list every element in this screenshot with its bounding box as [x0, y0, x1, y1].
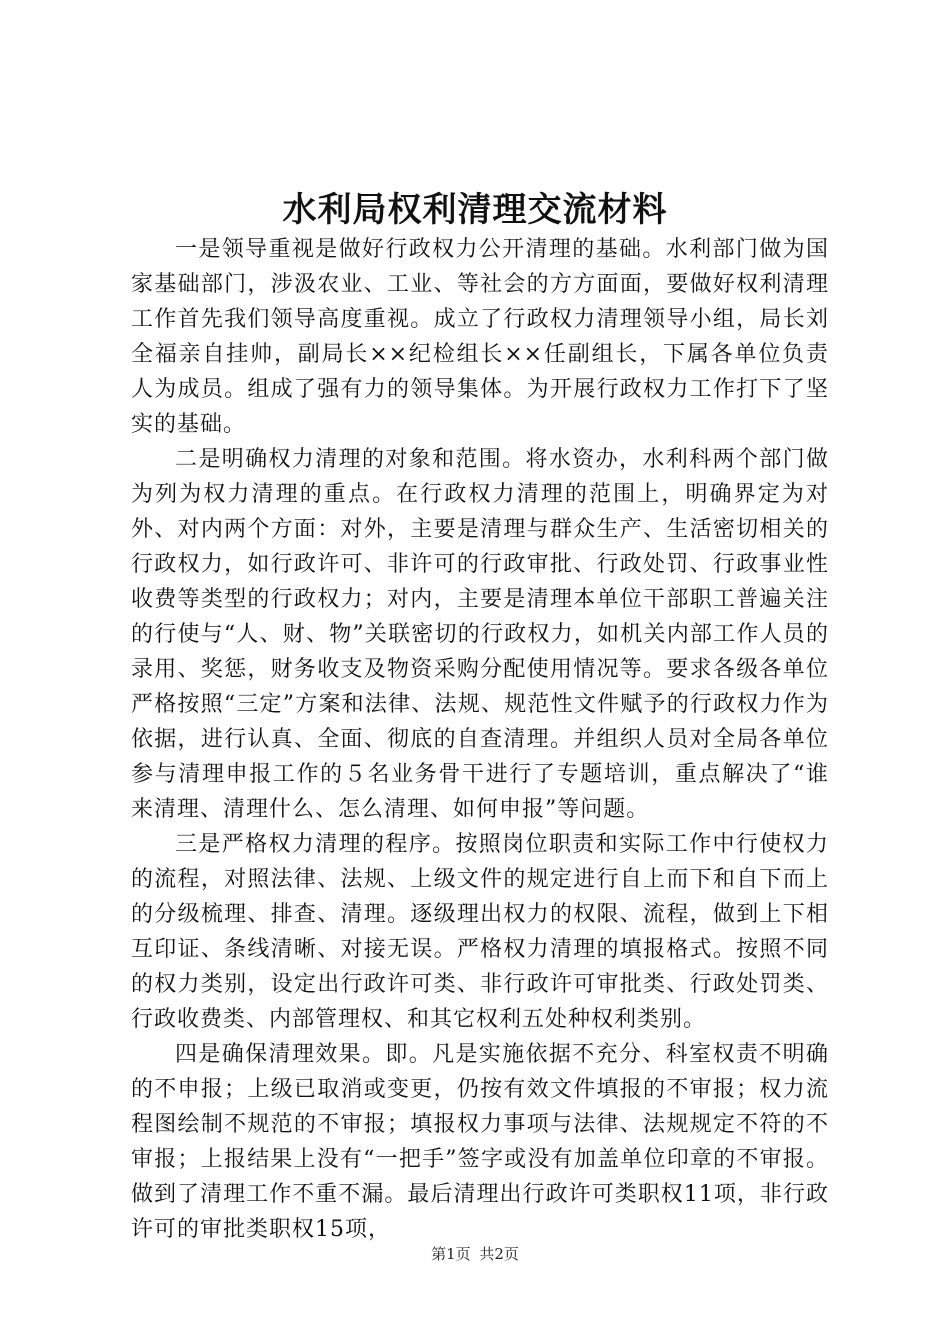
page-number-current: 第1页	[431, 1245, 471, 1263]
page-number-total: 共2页	[479, 1245, 519, 1263]
paragraph-2: 二是明确权力清理的对象和范围。将水资办，水利科两个部门做为列为权力清理的重点。在行政权力清理的范围上，明确界定为对外、对内两个方面：对外，主要是清理与群众生产、生活密切相关的行政权力，如行政许可、非许可的行政审批、行政处罚、行政事业性收费等类型的行政权力；对内，主要是清理本单位干部职工普遍关注的行使与“人、财、物”关联密切的行政权力，如机关内部工作人员的录用、奖惩，财务收支及物资采购分配使用情况等。要求各级各单位严格按照“三定”方案和法律、法规、规范性文件赋予的行政权力作为依据，进行认真、全面、彻底的自查清理。并组织人员对全局各单位参与清理申报工作的５名业务骨干进行了专题培训，重点解决了“谁来清理、清理什么、怎么清理、如何申报”等问题。	[131, 447, 829, 822]
document-title: 水利局权利清理交流材料	[282, 190, 668, 230]
document-body	[131, 232, 829, 1247]
paragraph-3: 三是严格权力清理的程序。按照岗位职责和实际工作中行使权力的流程，对照法律、法规、上级文件的规定进行自上而下和自下而上的分级梳理、排查、清理。逐级理出权力的权限、流程，做到上下相互印证、条线清晰、对接无误。严格权力清理的填报格式。按照不同的权力类别，设定出行政许可类、非行政许可审批类、行政处罚类、行政收费类、内部管理权、和其它权利五处种权利类别。	[131, 832, 829, 1032]
paragraph-4: 四是确保清理效果。即。凡是实施依据不充分、科室权责不明确的不申报；上级已取消或变更，仍按有效文件填报的不审报；权力流程图绘制不规范的不审报；填报权力事项与法律、法规规定不符的不审报；上报结果上没有“一把手”签字或没有加盖单位印章的不审报。做到了清理工作不重不漏。最后清理出行政许可类职权11项，非行政许可的审批类职权15项，	[131, 1042, 829, 1242]
page-footer	[0, 1243, 950, 1265]
paragraph-1: 一是领导重视是做好行政权力公开清理的基础。水利部门做为国家基础部门，涉汲农业、工业、等社会的方方面面，要做好权利清理工作首先我们领导高度重视。成立了行政权力清理领导小组，局长刘全福亲自挂帅，副局长××纪检组长××任副组长，下属各单位负责人为成员。组成了强有力的领导集体。为开展行政权力工作打下了坚实的基础。	[131, 237, 829, 437]
